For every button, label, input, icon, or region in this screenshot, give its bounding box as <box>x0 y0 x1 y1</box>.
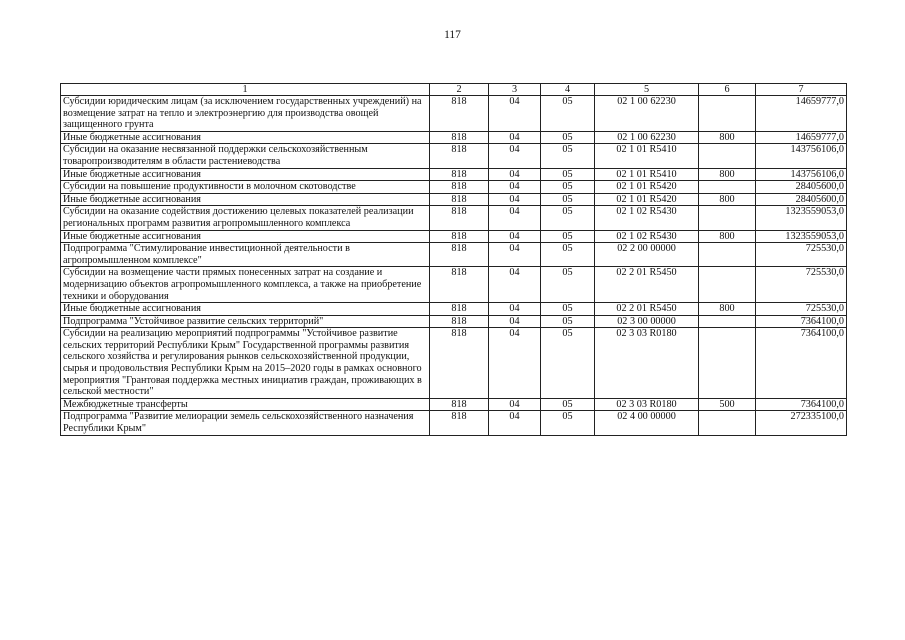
row-code-admin: 818 <box>430 315 489 328</box>
row-name: Субсидии юридическим лицам (за исключением государственных учреждений) на возмещение затрат на тепло и электроэнергию для производства овощей защищенного грунта <box>61 96 430 132</box>
row-code-subsection: 05 <box>541 303 595 316</box>
row-code-target: 02 3 03 R0180 <box>595 328 699 399</box>
row-code-target: 02 2 00 00000 <box>595 243 699 267</box>
row-code-subsection: 05 <box>541 193 595 206</box>
row-code-subsection: 05 <box>541 267 595 303</box>
row-code-target: 02 1 00 62230 <box>595 131 699 144</box>
row-code-admin: 818 <box>430 131 489 144</box>
row-amount: 7364100,0 <box>756 315 847 328</box>
row-code-section: 04 <box>489 315 541 328</box>
row-code-target: 02 1 01 R5410 <box>595 168 699 181</box>
row-code-expense-type: 800 <box>699 193 756 206</box>
row-code-expense-type <box>699 328 756 399</box>
row-code-expense-type: 800 <box>699 303 756 316</box>
row-code-target: 02 1 01 R5410 <box>595 144 699 168</box>
column-header-4: 4 <box>541 84 595 96</box>
row-code-subsection: 05 <box>541 411 595 435</box>
row-code-subsection: 05 <box>541 398 595 411</box>
row-code-expense-type: 800 <box>699 131 756 144</box>
page-number: 117 <box>444 29 461 41</box>
row-code-expense-type <box>699 243 756 267</box>
row-code-subsection: 05 <box>541 206 595 230</box>
table-row <box>61 168 847 181</box>
row-amount: 143756106,0 <box>756 168 847 181</box>
row-name: Субсидии на оказание несвязанной поддержки сельскохозяйственным товаропроизводителям в области растениеводства <box>61 144 430 168</box>
table-row <box>61 267 847 303</box>
table-row <box>61 181 847 194</box>
row-amount: 28405600,0 <box>756 181 847 194</box>
row-code-admin: 818 <box>430 181 489 194</box>
table-row <box>61 328 847 399</box>
row-code-admin: 818 <box>430 411 489 435</box>
row-code-section: 04 <box>489 328 541 399</box>
row-code-target: 02 2 01 R5450 <box>595 267 699 303</box>
row-code-section: 04 <box>489 131 541 144</box>
row-amount: 7364100,0 <box>756 398 847 411</box>
row-code-admin: 818 <box>430 243 489 267</box>
row-name: Субсидии на оказание содействия достижению целевых показателей реализации региональных программ развития агропромышленного комплекса <box>61 206 430 230</box>
table-row <box>61 411 847 435</box>
row-code-subsection: 05 <box>541 328 595 399</box>
row-code-section: 04 <box>489 398 541 411</box>
row-name: Иные бюджетные ассигнования <box>61 193 430 206</box>
row-code-target: 02 1 00 62230 <box>595 96 699 132</box>
row-amount: 143756106,0 <box>756 144 847 168</box>
row-code-section: 04 <box>489 96 541 132</box>
row-code-expense-type <box>699 315 756 328</box>
row-code-section: 04 <box>489 243 541 267</box>
row-amount: 725530,0 <box>756 267 847 303</box>
row-code-expense-type <box>699 181 756 194</box>
row-amount: 725530,0 <box>756 303 847 316</box>
row-code-subsection: 05 <box>541 96 595 132</box>
row-amount: 28405600,0 <box>756 193 847 206</box>
row-code-admin: 818 <box>430 96 489 132</box>
column-header-1: 1 <box>61 84 430 96</box>
row-code-target: 02 1 01 R5420 <box>595 181 699 194</box>
table-row <box>61 131 847 144</box>
row-code-admin: 818 <box>430 144 489 168</box>
column-header-2: 2 <box>430 84 489 96</box>
row-code-section: 04 <box>489 193 541 206</box>
row-code-target: 02 1 02 R5430 <box>595 206 699 230</box>
table-row <box>61 206 847 230</box>
row-code-expense-type: 800 <box>699 230 756 243</box>
row-code-admin: 818 <box>430 168 489 181</box>
table-row <box>61 243 847 267</box>
row-amount: 1323559053,0 <box>756 230 847 243</box>
column-header-3: 3 <box>489 84 541 96</box>
table-row <box>61 230 847 243</box>
row-code-admin: 818 <box>430 206 489 230</box>
row-name: Субсидии на повышение продуктивности в молочном скотоводстве <box>61 181 430 194</box>
row-code-admin: 818 <box>430 193 489 206</box>
row-name: Подпрограмма "Устойчивое развитие сельских территорий" <box>61 315 430 328</box>
row-code-expense-type <box>699 144 756 168</box>
row-code-section: 04 <box>489 267 541 303</box>
row-code-admin: 818 <box>430 328 489 399</box>
row-code-target: 02 3 00 00000 <box>595 315 699 328</box>
row-name: Иные бюджетные ассигнования <box>61 131 430 144</box>
row-code-expense-type <box>699 267 756 303</box>
row-name: Подпрограмма "Стимулирование инвестиционной деятельности в агропромышленном комплексе" <box>61 243 430 267</box>
table-row <box>61 96 847 132</box>
row-code-target: 02 2 01 R5450 <box>595 303 699 316</box>
row-code-admin: 818 <box>430 398 489 411</box>
row-code-target: 02 1 02 R5430 <box>595 230 699 243</box>
row-name: Субсидии на реализацию мероприятий подпрограммы "Устойчивое развитие сельских территорий Республики Крым" Государственной программы развития сельского хозяйства и регулирования рынков сельскохозяйственной продукции, сырья и продовольствия Республики Крым на 2015–2020 годы в рамках основного мероприятия "Грантовая поддержка местных инициатив граждан, проживающих в сельской местности" <box>61 328 430 399</box>
table-row <box>61 193 847 206</box>
row-code-subsection: 05 <box>541 315 595 328</box>
row-code-subsection: 05 <box>541 144 595 168</box>
row-code-section: 04 <box>489 144 541 168</box>
table-row <box>61 315 847 328</box>
row-code-subsection: 05 <box>541 168 595 181</box>
row-name: Иные бюджетные ассигнования <box>61 230 430 243</box>
row-code-section: 04 <box>489 206 541 230</box>
table-row <box>61 144 847 168</box>
column-header-5: 5 <box>595 84 699 96</box>
row-amount: 14659777,0 <box>756 131 847 144</box>
row-name: Субсидии на возмещение части прямых понесенных затрат на создание и модернизацию объектов агропромышленного комплекса, а также на приобретение техники и оборудования <box>61 267 430 303</box>
row-amount: 272335100,0 <box>756 411 847 435</box>
row-code-subsection: 05 <box>541 243 595 267</box>
row-code-section: 04 <box>489 168 541 181</box>
column-header-6: 6 <box>699 84 756 96</box>
row-code-expense-type <box>699 411 756 435</box>
row-code-expense-type <box>699 96 756 132</box>
row-code-section: 04 <box>489 230 541 243</box>
header-row <box>61 84 847 96</box>
row-amount: 1323559053,0 <box>756 206 847 230</box>
table-row <box>61 398 847 411</box>
budget-table <box>60 83 847 436</box>
row-code-section: 04 <box>489 411 541 435</box>
row-code-admin: 818 <box>430 303 489 316</box>
row-name: Межбюджетные трансферты <box>61 398 430 411</box>
row-code-expense-type: 500 <box>699 398 756 411</box>
row-amount: 14659777,0 <box>756 96 847 132</box>
row-code-expense-type <box>699 206 756 230</box>
row-code-admin: 818 <box>430 267 489 303</box>
row-name: Иные бюджетные ассигнования <box>61 168 430 181</box>
row-code-expense-type: 800 <box>699 168 756 181</box>
row-name: Иные бюджетные ассигнования <box>61 303 430 316</box>
row-code-subsection: 05 <box>541 230 595 243</box>
table-row <box>61 303 847 316</box>
row-code-section: 04 <box>489 303 541 316</box>
row-code-subsection: 05 <box>541 181 595 194</box>
row-code-admin: 818 <box>430 230 489 243</box>
row-code-subsection: 05 <box>541 131 595 144</box>
row-code-target: 02 4 00 00000 <box>595 411 699 435</box>
row-amount: 7364100,0 <box>756 328 847 399</box>
row-amount: 725530,0 <box>756 243 847 267</box>
row-code-target: 02 1 01 R5420 <box>595 193 699 206</box>
column-header-7: 7 <box>756 84 847 96</box>
row-code-section: 04 <box>489 181 541 194</box>
row-code-target: 02 3 03 R0180 <box>595 398 699 411</box>
row-name: Подпрограмма "Развитие мелиорации земель сельскохозяйственного назначения Республики Крым" <box>61 411 430 435</box>
